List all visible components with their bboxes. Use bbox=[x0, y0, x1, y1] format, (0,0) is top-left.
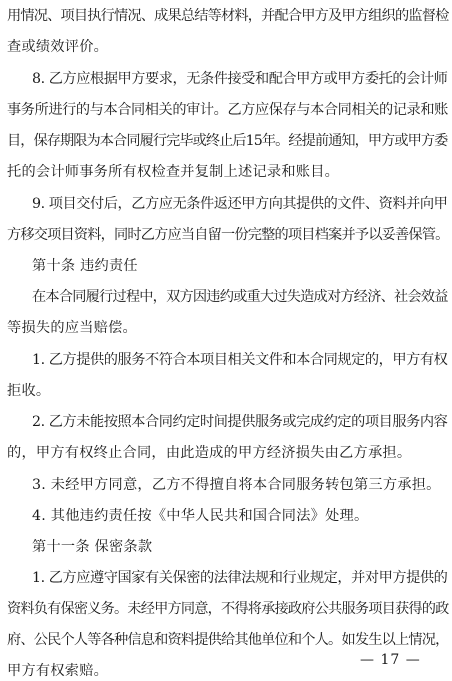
text-line: 方移交项目资料，同时乙方应当自留一份完整的项目档案并予以妥善保管。 bbox=[7, 227, 449, 243]
text-line: 资料负有保密义务。未经甲方同意，不得将承接政府公共服务项目获得的政 bbox=[7, 601, 449, 617]
text-line: 等损失的应当赔偿。 bbox=[7, 320, 137, 336]
text-line: 在本合同履行过程中，双方因违约或重大过失造成对方经济、社会效益 bbox=[32, 289, 448, 305]
text-line: 托的会计师事务所有权检查并复制上述记录和账目。 bbox=[7, 164, 340, 180]
text-line: 事务所进行的与本合同相关的审计。乙方应保存与本合同相关的记录和账 bbox=[7, 102, 448, 118]
text-line: 查或绩效评价。 bbox=[7, 39, 109, 55]
text-line: 1. 乙方提供的服务不符合本项目相关文件和本合同规定的，甲方有权 bbox=[32, 352, 448, 368]
text-line: 8. 乙方应根据甲方要求，无条件接受和配合甲方或甲方委托的会计师 bbox=[32, 71, 448, 87]
text-line: 1. 乙方应遵守国家有关保密的法律法规和行业规定，并对甲方提供的 bbox=[32, 570, 448, 586]
text-line: 4. 其他违约责任按《中华人民共和国合同法》处理。 bbox=[32, 508, 369, 524]
section-heading: 第十一条 保密条款 bbox=[32, 539, 153, 555]
text-line: 9. 项目交付后，乙方应无条件返还甲方向其提供的文件、资料并向甲 bbox=[32, 196, 448, 212]
text-line: 甲方有权索赔。 bbox=[7, 663, 109, 679]
text-line: 府、公民个人等各种信息和资料提供给其他单位和个人。如发生以上情况， bbox=[7, 632, 449, 648]
text-line: 的，甲方有权终止合同，由此造成的甲方经济损失由乙方承担。 bbox=[7, 445, 412, 461]
text-line: 2. 乙方未能按照本合同约定时间提供服务或完成约定的项目服务内容 bbox=[32, 414, 448, 430]
text-line: 目，保存期限为本合同履行完毕或终止后15年。经提前通知，甲方或甲方委 bbox=[7, 133, 448, 149]
text-line: 拒收。 bbox=[7, 383, 51, 399]
section-heading: 第十条 违约责任 bbox=[32, 258, 138, 274]
page-number: — 17 — bbox=[360, 652, 421, 668]
text-line: 3. 未经甲方同意，乙方不得擅自将本合同服务转包第三方承担。 bbox=[32, 477, 441, 493]
text-line: 用情况、项目执行情况、成果总结等材料，并配合甲方及甲方组织的监督检 bbox=[7, 8, 449, 24]
